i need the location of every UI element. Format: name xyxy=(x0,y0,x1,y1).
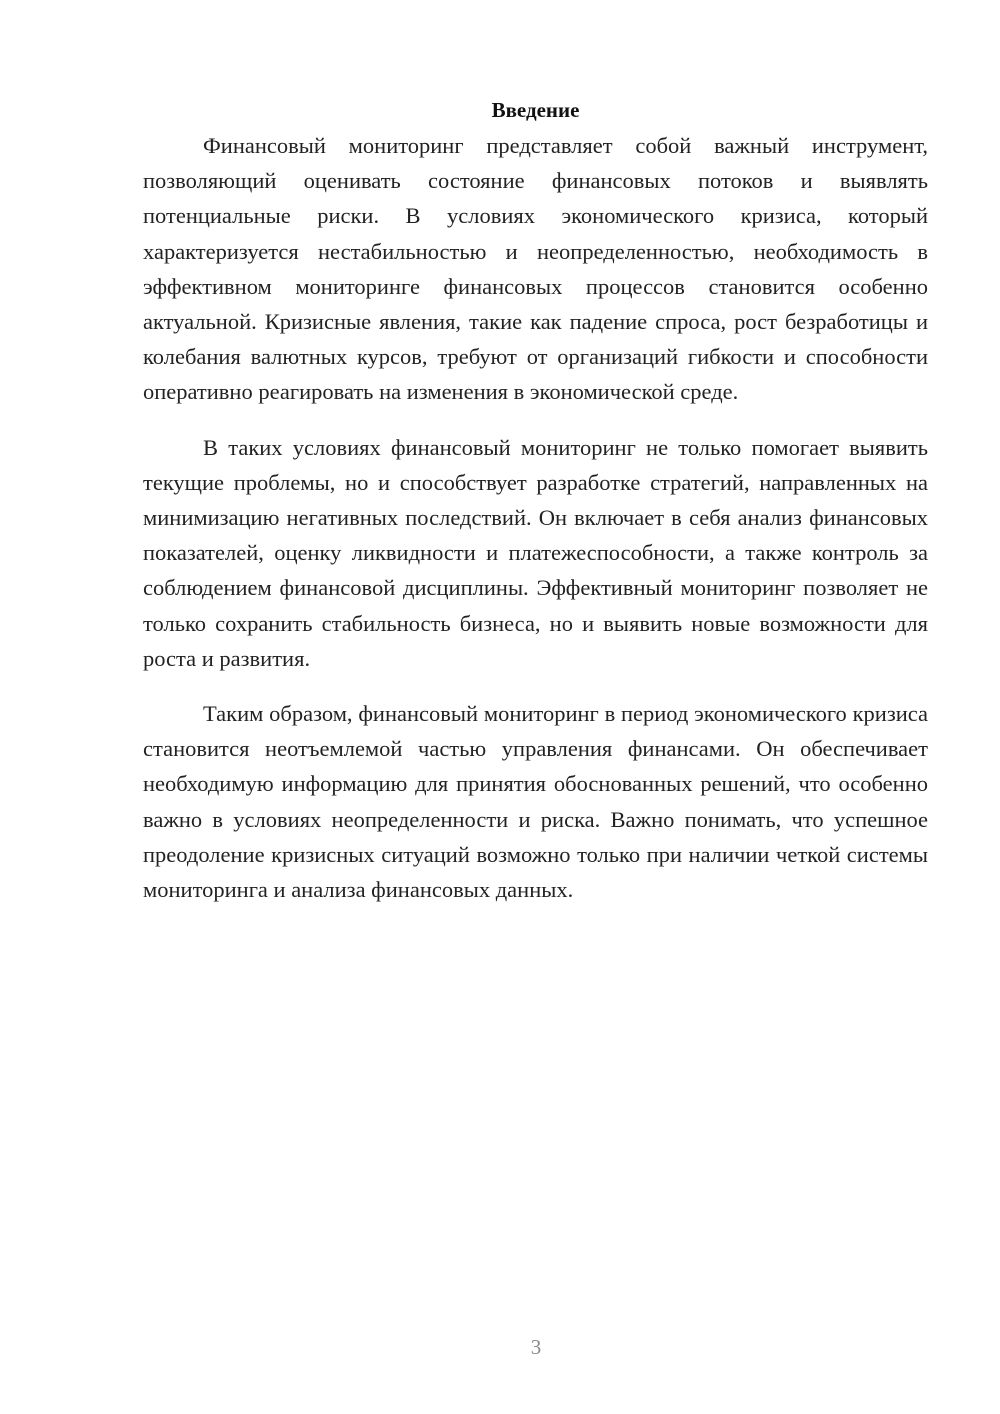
section-heading: Введение xyxy=(491,98,580,122)
paragraph-3: Таким образом, финансовый мониторинг в период экономического кризиса становится неотъемлемой частью управления финансами. Он обеспечивает необходимую информацию для принятия обоснованных решений, что особенно важно в условиях неопределенности и риска. Важно понимать, что успешное преодоление кризисных ситуаций возможно только при наличии четкой системы мониторинга и анализа финансовых данных. xyxy=(143,701,928,903)
paragraph-1: Финансовый мониторинг представляет собой важный инструмент, позволяющий оценивать состояние финансовых потоков и выявлять потенциальные риски. В условиях экономического кризиса, который характеризуется нестабильностью и неопределенностью, необходимость в эффективном мониторинге финансовых процессов становится особенно актуальной. Кризисные явления, такие как падение спроса, рост безработицы и колебания валютных курсов, требуют от организаций гибкости и способности оперативно реагировать на изменения в экономической среде. xyxy=(143,133,928,405)
page-content xyxy=(143,93,928,907)
page-number: 3 xyxy=(530,1335,542,1359)
paragraph-2: В таких условиях финансовый мониторинг не только помогает выявить текущие проблемы, но и способствует разработке стратегий, направленных на минимизацию негативных последствий. Он включает в себя анализ финансовых показателей, оценку ликвидности и платежеспособности, а также контроль за соблюдением финансовой дисциплины. Эффективный мониторинг позволяет не только сохранить стабильность бизнеса, но и выявить новые возможности для роста и развития. xyxy=(143,434,928,671)
